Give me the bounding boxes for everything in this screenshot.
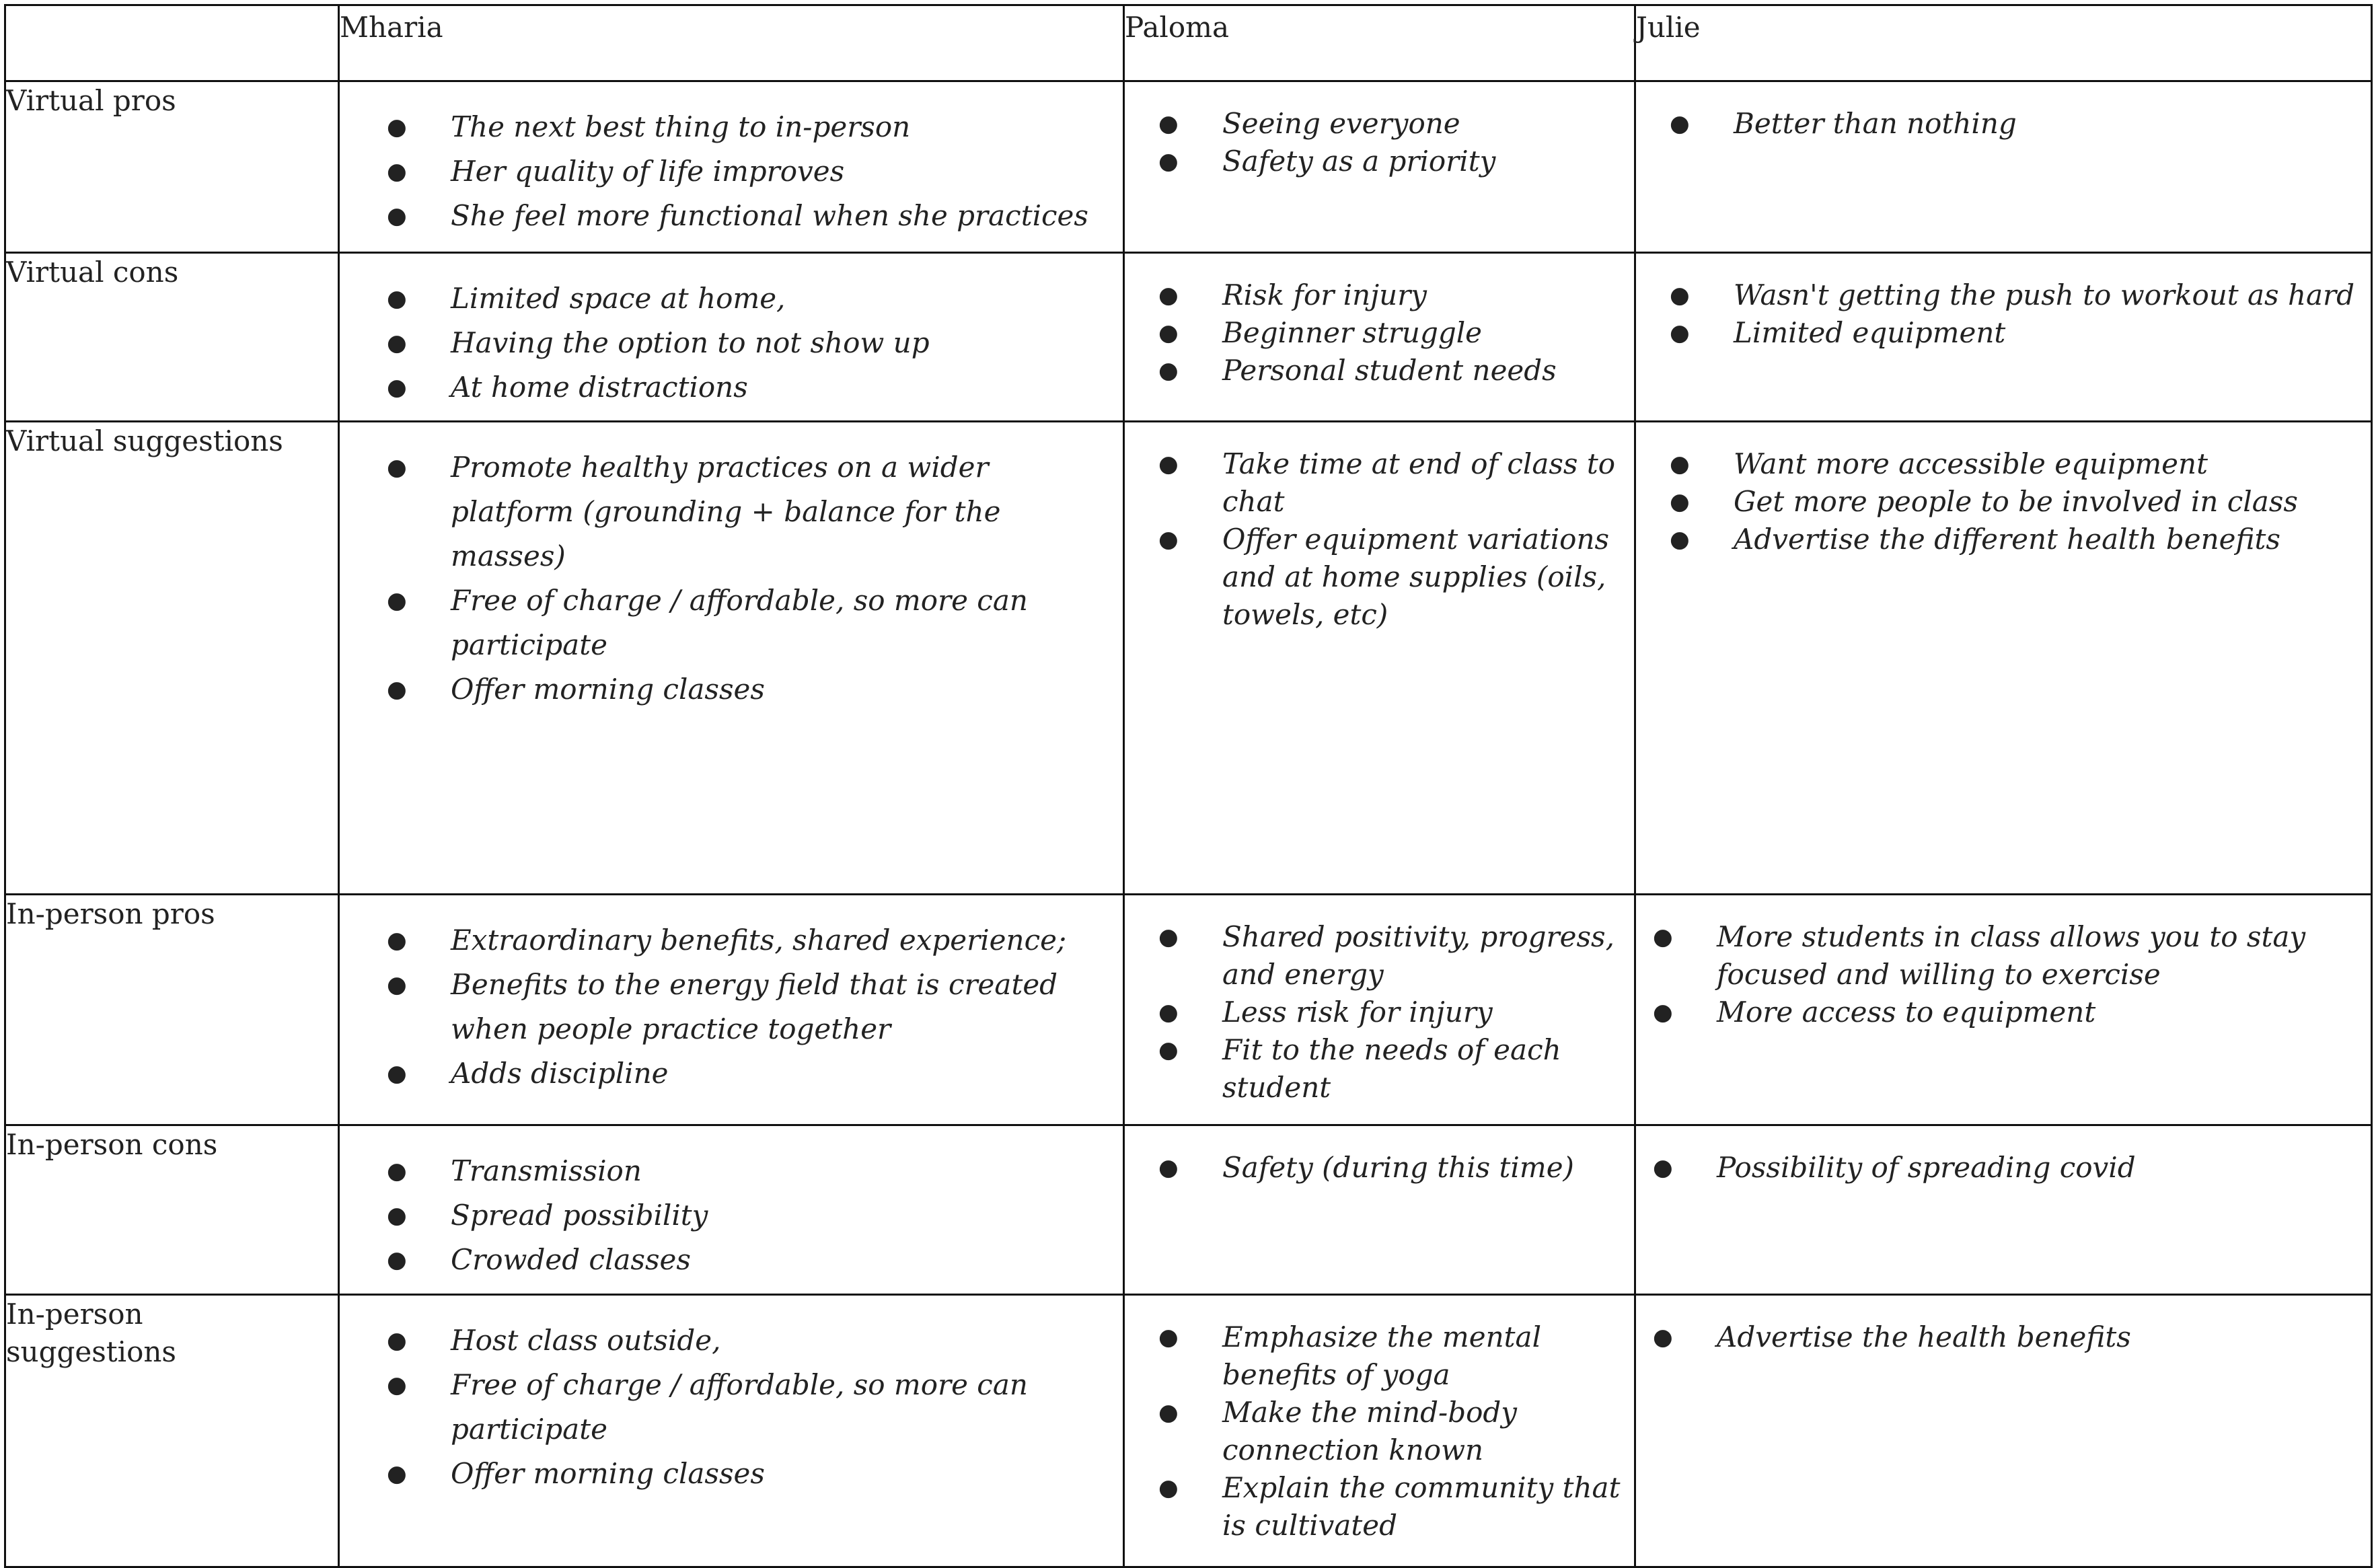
list-item: ● Benefits to the energy field that is created when people practice together <box>340 963 1109 1051</box>
bullet-icon: ● <box>387 1327 407 1354</box>
bullet-icon: ● <box>1670 320 1690 346</box>
cell-julie <box>1635 81 2372 253</box>
cell-mharia <box>339 895 1124 1125</box>
bullet-icon: ● <box>1158 357 1179 384</box>
list-item: ● Limited equipment <box>1636 314 2357 352</box>
list-item: ● Spread possibility <box>340 1193 1109 1238</box>
cell-paloma <box>1124 1125 1635 1295</box>
list-item: ● Fit to the needs of each student <box>1125 1031 1621 1107</box>
bullet-icon: ● <box>1158 1154 1179 1181</box>
header-paloma: Paloma <box>1124 5 1635 81</box>
list-item: ● Safety (during this time) <box>1125 1149 1621 1187</box>
cell-paloma <box>1124 1295 1635 1567</box>
bullet-icon: ● <box>1158 282 1179 309</box>
cell-mharia <box>339 422 1124 895</box>
list-item: ● Wasn't getting the push to workout as hard <box>1636 276 2357 314</box>
list-item: ● Advertise the health benefits <box>1636 1318 2357 1356</box>
list-item: ● Make the mind-body connection known <box>1125 1394 1621 1469</box>
list-item: ● Crowded classes <box>340 1238 1109 1282</box>
row-label-prefix: Virtual <box>6 424 104 457</box>
header-empty <box>5 5 339 81</box>
row-label <box>5 895 339 1125</box>
row-label-suffix: cons <box>151 1128 218 1161</box>
bullet-icon: ● <box>387 971 407 998</box>
list-item: ● Possibility of spreading covid <box>1636 1149 2357 1187</box>
row-label-prefix: In-person <box>6 897 143 930</box>
list-item: ● Host class outside, <box>340 1318 1109 1363</box>
bullet-icon: ● <box>387 114 407 141</box>
bullet-icon: ● <box>1158 110 1179 137</box>
cell-mharia <box>339 253 1124 422</box>
row-label-suffix: pros <box>151 897 215 930</box>
list-item: ● Seeing everyone <box>1125 105 1621 143</box>
list-item: ● She feel more functional when she practices <box>340 194 1109 238</box>
bullet-icon: ● <box>1653 999 1673 1026</box>
bullet-icon: ● <box>1158 526 1179 553</box>
row-label-prefix: In-person <box>6 1128 143 1161</box>
list-item: ● Offer morning classes <box>340 1452 1109 1496</box>
list-item: ● Transmission <box>340 1149 1109 1193</box>
cell-paloma <box>1124 422 1635 895</box>
bullet-icon: ● <box>387 1460 407 1487</box>
bullet-icon: ● <box>1653 1324 1673 1351</box>
list-item: ● Limited space at home, <box>340 276 1109 321</box>
bullet-icon: ● <box>387 1202 407 1229</box>
list-item: ● Emphasize the mental benefits of yoga <box>1125 1318 1621 1394</box>
bullet-icon: ● <box>1158 1399 1179 1426</box>
list-item: ● Adds discipline <box>340 1051 1109 1096</box>
bullet-icon: ● <box>387 158 407 185</box>
list-item: ● Want more accessible equipment <box>1636 445 2357 483</box>
list-item: ● Personal student needs <box>1125 352 1621 389</box>
list-item: ● Get more people to be involved in class <box>1636 483 2357 521</box>
list-item: ● Safety as a priority <box>1125 143 1621 180</box>
row-label-suffix: suggestions <box>112 424 283 457</box>
bullet-icon: ● <box>387 1158 407 1185</box>
row-label-suffix: cons <box>112 256 179 289</box>
table-row <box>5 253 2372 422</box>
bullet-icon: ● <box>387 927 407 954</box>
bullet-icon: ● <box>387 285 407 312</box>
list-item: ● Advertise the different health benefits <box>1636 521 2357 558</box>
header-row <box>5 5 2372 81</box>
list-item: ● Less risk for injury <box>1125 994 1621 1031</box>
row-label-prefix: Virtual <box>6 256 104 289</box>
list-item: ● More students in class allows you to stay focused and willing to exercise <box>1636 918 2357 994</box>
bullet-icon: ● <box>1670 488 1690 515</box>
bullet-icon: ● <box>1158 1474 1179 1501</box>
table-row <box>5 895 2372 1125</box>
list-item: ● Better than nothing <box>1636 105 2357 143</box>
list-item: ● Having the option to not show up <box>340 321 1109 365</box>
cell-paloma <box>1124 253 1635 422</box>
bullet-icon: ● <box>387 587 407 614</box>
bullet-icon: ● <box>387 454 407 481</box>
row-label <box>5 1125 339 1295</box>
cell-paloma <box>1124 81 1635 253</box>
list-item: ● The next best thing to in-person <box>340 105 1109 149</box>
bullet-icon: ● <box>387 374 407 401</box>
bullet-icon: ● <box>1158 924 1179 950</box>
bullet-icon: ● <box>1158 320 1179 346</box>
bullet-icon: ● <box>387 202 407 229</box>
comparison-table <box>4 4 2373 1568</box>
list-item: ● At home distractions <box>340 365 1109 410</box>
row-label <box>5 253 339 422</box>
row-label <box>5 81 339 253</box>
list-item: ● Beginner struggle <box>1125 314 1621 352</box>
table-row <box>5 422 2372 895</box>
bullet-icon: ● <box>1670 282 1690 309</box>
row-label-prefix: Virtual <box>6 84 104 117</box>
cell-julie <box>1635 895 2372 1125</box>
cell-mharia <box>339 81 1124 253</box>
list-item: ● Shared positivity, progress, and energy <box>1125 918 1621 994</box>
cell-julie <box>1635 1125 2372 1295</box>
list-item: ● Free of charge / affordable, so more can participate <box>340 1363 1109 1452</box>
list-item: ● Take time at end of class to chat <box>1125 445 1621 521</box>
bullet-icon: ● <box>1158 451 1179 478</box>
list-item: ● Her quality of life improves <box>340 149 1109 194</box>
cell-julie <box>1635 253 2372 422</box>
cell-julie <box>1635 1295 2372 1567</box>
list-item: ● Free of charge / affordable, so more can participate <box>340 578 1109 667</box>
bullet-icon: ● <box>1653 1154 1673 1181</box>
header-julie: Julie <box>1635 5 2372 81</box>
table-row <box>5 1295 2372 1567</box>
list-item: ● Risk for injury <box>1125 276 1621 314</box>
cell-mharia <box>339 1125 1124 1295</box>
list-item: ● Extraordinary benefits, shared experience; <box>340 918 1109 963</box>
bullet-icon: ● <box>1670 110 1690 137</box>
list-item: ● Explain the community that is cultivated <box>1125 1469 1621 1544</box>
list-item: ● Offer morning classes <box>340 667 1109 712</box>
bullet-icon: ● <box>387 1060 407 1087</box>
bullet-icon: ● <box>387 676 407 703</box>
bullet-icon: ● <box>1158 148 1179 175</box>
row-label <box>5 1295 339 1567</box>
cell-paloma <box>1124 895 1635 1125</box>
list-item: ● Offer equipment variations and at home supplies (oils, towels, etc) <box>1125 521 1621 634</box>
bullet-icon: ● <box>1158 1324 1179 1351</box>
row-label-suffix: suggestions <box>6 1335 176 1368</box>
bullet-icon: ● <box>387 1246 407 1273</box>
cell-mharia <box>339 1295 1124 1567</box>
table-row <box>5 81 2372 253</box>
bullet-icon: ● <box>1158 1037 1179 1063</box>
table-row <box>5 1125 2372 1295</box>
row-label-prefix: In-person <box>6 1298 143 1331</box>
bullet-icon: ● <box>1670 526 1690 553</box>
bullet-icon: ● <box>1158 999 1179 1026</box>
row-label <box>5 422 339 895</box>
row-label-suffix: pros <box>112 84 176 117</box>
list-item: ● Promote healthy practices on a wider platform (grounding + balance for the masses) <box>340 445 1109 578</box>
bullet-icon: ● <box>387 1372 407 1398</box>
header-mharia: Mharia <box>339 5 1124 81</box>
list-item: ● More access to equipment <box>1636 994 2357 1031</box>
cell-julie <box>1635 422 2372 895</box>
bullet-icon: ● <box>1670 451 1690 478</box>
bullet-icon: ● <box>1653 924 1673 950</box>
bullet-icon: ● <box>387 330 407 357</box>
